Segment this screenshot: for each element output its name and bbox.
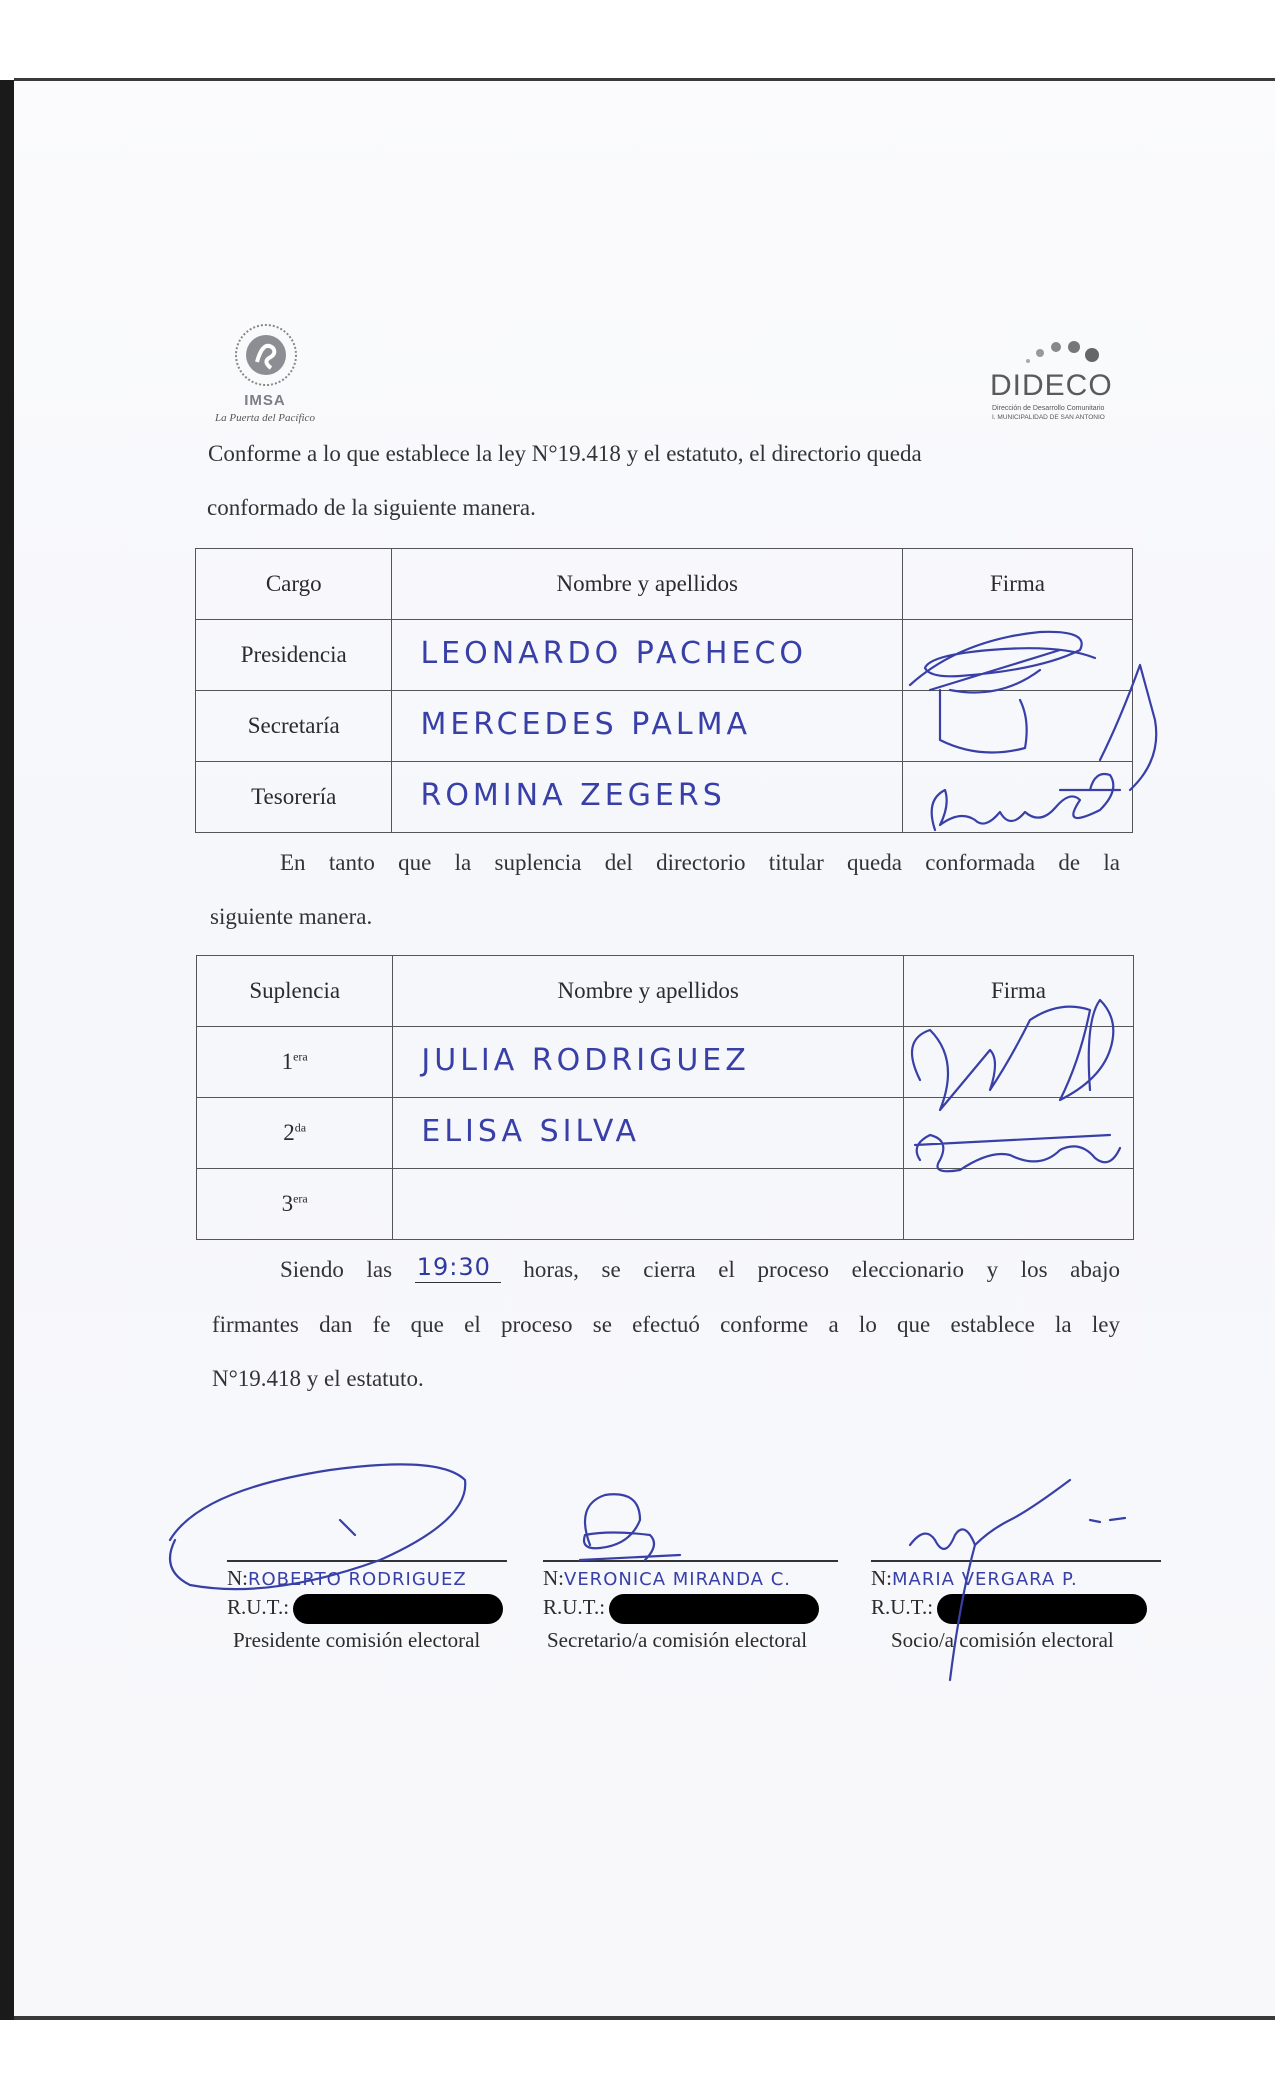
signature-presidencia — [910, 632, 1095, 693]
suplencia-order-cell: $3^{era}$ — [197, 1169, 393, 1240]
imsa-motto: La Puerta del Pacífico — [215, 412, 315, 424]
header-nombre: Nombre y apellidos — [393, 956, 904, 1027]
cargo-cell: Secretaría — [196, 691, 392, 762]
suplencia-intro-line-2: siguiente manera. — [210, 904, 373, 929]
handwritten-name: LEONARDO PACHECO — [420, 636, 807, 671]
cargo-cell: Tesorería — [196, 762, 392, 833]
signature-suplente-2 — [915, 1135, 1120, 1171]
cargo-cell: Presidencia — [196, 620, 392, 691]
firmante-rut: R.U.T.: — [227, 1594, 503, 1624]
handwritten-name: MERCEDES PALMA — [420, 707, 752, 742]
handwritten-hora: 19:30 — [416, 1253, 491, 1281]
cierre-line-2: firmantes dan fe que el proceso se efectuó conforme a lo que establece la ley — [212, 1312, 1120, 1337]
handwritten-name: ROMINA ZEGERS — [420, 778, 726, 813]
imsa-name: IMSA — [244, 392, 286, 409]
firmante-nombre: N:ROBERTO RODRIGUEZ — [227, 1566, 467, 1590]
suplencia-order-cell: $1^{era}$ — [197, 1027, 393, 1098]
intro-line-2: conformado de la siguiente manera. — [207, 495, 536, 520]
firmante-rol: Socio/a comisión electoral — [891, 1628, 1114, 1652]
signature-presidente-comision — [170, 1464, 465, 1589]
firmante-rut: R.U.T.: — [871, 1594, 1147, 1624]
signature-secretario-comision — [580, 1494, 680, 1560]
intro-line-1: Conforme a lo que establece la ley N°19.418 y el estatuto, el directorio queda — [208, 441, 922, 466]
header-firma: Firma — [903, 956, 1133, 1027]
signature-socio-comision — [910, 1480, 1125, 1680]
firmante-nombre: N:MARIA VERGARA P. — [871, 1566, 1078, 1590]
header-firma: Firma — [902, 549, 1132, 620]
signature-tesoreria — [932, 774, 1120, 830]
header-nombre: Nombre y apellidos — [392, 549, 903, 620]
header-cargo: Cargo — [196, 549, 392, 620]
header-suplencia: Suplencia — [197, 956, 393, 1027]
firmante-nombre: N:VERONICA MIRANDA C. — [543, 1566, 792, 1590]
firmante-rut: R.U.T.: — [543, 1594, 819, 1624]
handwritten-name: JULIA RODRIGUEZ — [421, 1043, 750, 1078]
signature-secretaria — [940, 665, 1156, 790]
firmante-rol: Secretario/a comisión electoral — [547, 1628, 808, 1652]
handwritten-name: ELISA SILVA — [421, 1114, 640, 1149]
firmante-rol: Presidente comisión electoral — [233, 1628, 481, 1652]
cierre-line-3: N°19.418 y el estatuto. — [212, 1366, 424, 1391]
dideco-municipality: I. MUNICIPALIDAD DE SAN ANTONIO — [992, 414, 1105, 421]
signature-suplente-1 — [912, 1000, 1113, 1110]
suplencia-intro-line-1: En tanto que la suplencia del directorio titular queda conformada de la — [280, 850, 1120, 875]
cierre-line-1: Siendo las 19:30 horas, se cierra el proceso eleccionario y los abajo — [280, 1243, 1120, 1297]
dideco-subtitle: Dirección de Desarrollo Comunitario — [992, 405, 1105, 412]
suplencia-order-cell: $2^{da}$ — [197, 1098, 393, 1169]
dideco-name: DIDECO — [990, 369, 1113, 402]
